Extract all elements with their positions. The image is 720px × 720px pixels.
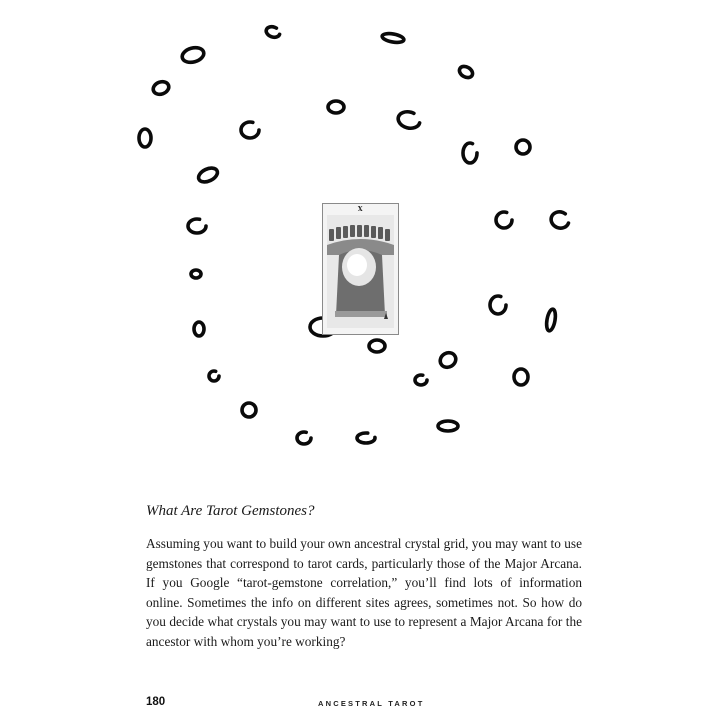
page-number: 180 xyxy=(146,696,166,708)
tarot-card xyxy=(322,203,399,335)
crystal-stone-mark xyxy=(516,140,530,154)
crystal-stone-mark xyxy=(297,432,311,444)
crystal-stone-mark xyxy=(209,371,219,381)
crystal-stone-mark xyxy=(194,322,204,336)
crystal-stone-mark xyxy=(196,165,219,184)
running-title: ANCESTRAL TAROT xyxy=(318,699,425,708)
crystal-stone-mark xyxy=(514,369,528,385)
crystal-stone-mark xyxy=(438,421,458,431)
crystal-stone-mark xyxy=(242,403,256,417)
body-paragraph: Assuming you want to build your own ancestral crystal grid, you may want to use gemstones that correspond to tarot cards, particularly those of the Major Arcana. If you Google “tarot-gemstone correlation,” you’ll find lots of information online. Sometimes the info on different sites agrees, sometimes not. So how do you decide what crystals you may want to use to represent a Major Arcana for the ancestor with whom you’re working? xyxy=(146,536,582,649)
crystal-stone-mark xyxy=(545,308,557,331)
crystal-stone-mark xyxy=(241,122,259,138)
crystal-stone-mark xyxy=(181,45,206,64)
crystal-stone-mark xyxy=(369,340,385,352)
card-illustration xyxy=(327,215,394,328)
crystal-stone-mark xyxy=(357,433,375,443)
crystal-stone-mark xyxy=(549,209,571,230)
crystal-stone-mark xyxy=(396,109,421,130)
card-numeral: X xyxy=(357,206,364,213)
crystal-stone-mark xyxy=(328,101,344,113)
section-heading: What Are Tarot Gemstones? xyxy=(146,503,315,519)
crystal-stone-mark xyxy=(381,32,404,44)
crystal-stone-mark xyxy=(490,296,506,314)
crystal-stone-mark xyxy=(415,375,427,385)
crystal-stone-mark xyxy=(139,129,151,147)
crystal-stone-mark xyxy=(438,350,459,370)
crystal-stone-mark xyxy=(191,270,201,278)
crystal-stone-mark xyxy=(265,25,282,39)
crystal-stone-mark xyxy=(463,143,477,163)
crystal-stone-mark xyxy=(151,80,170,97)
crystal-stone-mark xyxy=(457,64,474,80)
crystal-stone-mark xyxy=(496,212,512,228)
crystal-stone-mark xyxy=(188,219,206,233)
